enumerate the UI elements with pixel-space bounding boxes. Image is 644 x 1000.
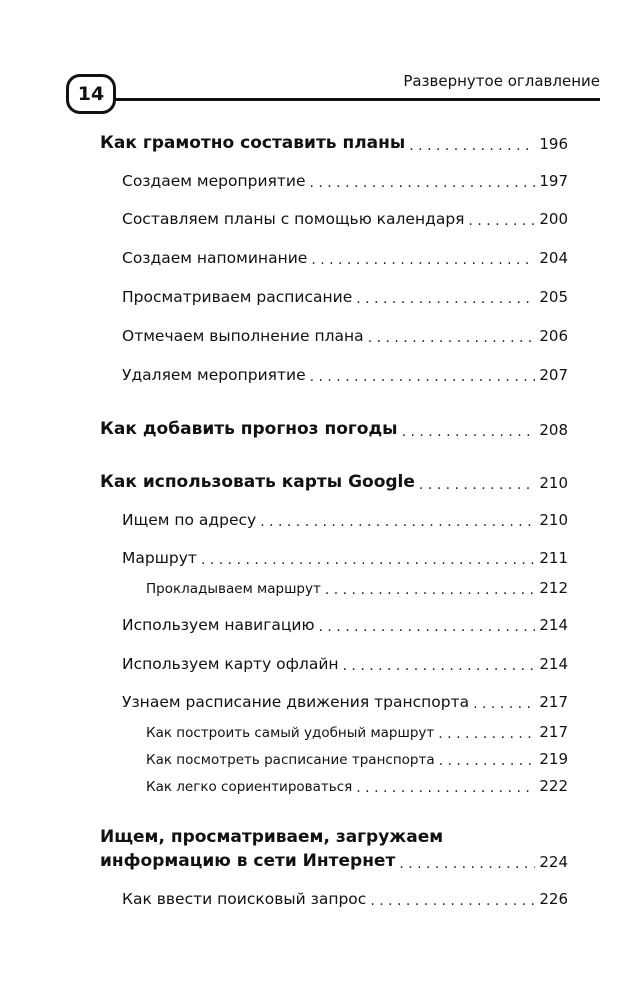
page-number: 14: [77, 83, 105, 105]
toc-entry[interactable]: [122, 249, 568, 267]
toc-entry-page: 197: [539, 172, 568, 190]
toc-entry[interactable]: [122, 327, 568, 345]
page-number-box: [66, 74, 116, 114]
toc-entry-page: 226: [539, 890, 568, 908]
toc-entry-title: Как использовать карты Google: [100, 472, 415, 492]
toc-leader-dots: [368, 331, 536, 345]
toc-entry-title: Как посмотреть расписание транспорта: [146, 752, 435, 768]
toc-entry-title: Как добавить прогноз погоды: [100, 419, 398, 439]
toc-entry-page: 208: [539, 421, 568, 439]
toc-entry-title: Отмечаем выполнение плана: [122, 327, 364, 345]
toc-leader-dots: [356, 781, 535, 795]
toc-leader-dots: [325, 583, 536, 597]
toc-entry-page: 205: [539, 288, 568, 306]
toc-entry-page: 206: [539, 327, 568, 345]
toc-entry-page: 214: [539, 655, 568, 673]
toc-entry-page: 219: [539, 750, 568, 768]
toc-entry-page: 224: [539, 853, 568, 871]
toc-entry[interactable]: [146, 777, 568, 795]
toc-entry-title: Создаем напоминание: [122, 249, 308, 267]
toc-entry[interactable]: [122, 693, 568, 711]
running-header-title: Развернутое оглавление: [403, 72, 600, 90]
toc-leader-dots: [356, 292, 535, 306]
toc-entry[interactable]: [146, 723, 568, 741]
toc-entry-title: Как построить самый удобный маршрут: [146, 725, 435, 741]
toc-entry-title: Создаем мероприятие: [122, 172, 306, 190]
toc-entry[interactable]: [122, 890, 568, 908]
toc-entry[interactable]: [122, 616, 568, 634]
toc-entry-title: Узнаем расписание движения транспорта: [122, 693, 470, 711]
toc-entry-page: 217: [539, 693, 568, 711]
toc-entry-title: Используем навигацию: [122, 616, 315, 634]
toc-entry[interactable]: [122, 549, 568, 567]
toc-entry-title: Составляем планы с помощью календаря: [122, 210, 465, 228]
toc-entry-page: 214: [539, 616, 568, 634]
toc-leader-dots: [311, 253, 535, 267]
toc-entry[interactable]: [100, 851, 568, 871]
toc-entry-page: 211: [539, 549, 568, 567]
toc-entry[interactable]: [146, 579, 568, 597]
toc-entry-title: Как грамотно составить планы: [100, 133, 406, 153]
toc-entry-title: информацию в сети Интернет: [100, 851, 396, 871]
toc-entry-title: Используем карту офлайн: [122, 655, 339, 673]
toc-entry-page: 222: [539, 777, 568, 795]
toc-entry-title: Удаляем мероприятие: [122, 366, 306, 384]
toc-entry-title: Как ввести поисковый запрос: [122, 890, 367, 908]
toc-entry-page: 196: [539, 135, 568, 153]
toc-entry[interactable]: [100, 133, 568, 153]
toc-leader-dots: [409, 139, 535, 153]
toc-leader-dots: [419, 478, 535, 492]
toc-entry-page: 210: [539, 511, 568, 529]
toc-entry-page: 217: [539, 723, 568, 741]
toc-leader-dots: [439, 754, 536, 768]
toc-leader-dots: [310, 370, 536, 384]
toc-entry[interactable]: [122, 655, 568, 673]
toc-entry[interactable]: [100, 419, 568, 439]
toc-leader-dots: [473, 697, 535, 711]
toc-entry-title: Прокладываем маршрут: [146, 581, 321, 597]
toc-leader-dots: [260, 515, 535, 529]
toc-entry[interactable]: [122, 172, 568, 190]
toc-leader-dots: [201, 553, 535, 567]
toc-leader-dots: [402, 425, 536, 439]
toc-entry-page: 200: [539, 210, 568, 228]
toc-entry[interactable]: [122, 288, 568, 306]
toc-entry[interactable]: [122, 210, 568, 228]
toc-entry[interactable]: [146, 750, 568, 768]
toc-entry-title: Как легко сориентироваться: [146, 779, 353, 795]
toc-leader-dots: [370, 894, 535, 908]
toc-entry-page: 210: [539, 474, 568, 492]
toc-entry[interactable]: [122, 511, 568, 529]
toc-leader-dots: [309, 176, 535, 190]
toc-leader-dots: [319, 620, 536, 634]
toc-entry-page: 212: [539, 579, 568, 597]
toc-entry[interactable]: [122, 366, 568, 384]
toc-entry-title: Просматриваем расписание: [122, 288, 353, 306]
toc-entry-title-line1: Ищем, просматриваем, загружаем: [100, 827, 444, 847]
toc-leader-dots: [468, 214, 535, 228]
toc-entry-title: Ищем по адресу: [122, 511, 257, 529]
toc-entry-page: 207: [539, 366, 568, 384]
toc-leader-dots: [438, 727, 535, 741]
toc-leader-dots: [399, 857, 535, 871]
toc-entry[interactable]: [100, 472, 568, 492]
toc-entry-title: Маршрут: [122, 549, 197, 567]
toc-leader-dots: [343, 659, 536, 673]
header-rule: [110, 98, 600, 101]
toc-entry-page: 204: [539, 249, 568, 267]
